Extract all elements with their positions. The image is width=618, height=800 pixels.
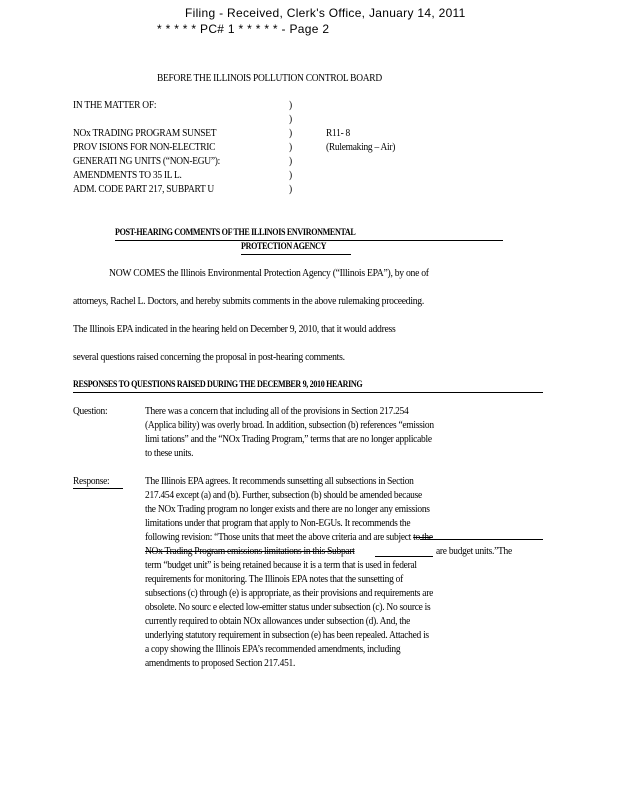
question-line: There was a concern that including all of the provisions in Section 217.254	[145, 406, 409, 417]
response-line: limitations under that program that apply to Non-EGUs. It recommends the	[145, 518, 411, 529]
response-line: requirements for monitoring. The Illinois EPA notes that the sunsetting of	[145, 574, 403, 585]
response-line: the NOx Trading program no longer exists and there are no longer any emissions	[145, 504, 430, 515]
revision-struck-text: to the	[413, 532, 433, 543]
caption-paren: )	[289, 170, 292, 181]
response-line: subsections (c) through (e) is appropriate, as their provisions and requirements are	[145, 588, 434, 599]
caption-paren: )	[289, 184, 292, 195]
response-line: currently required to obtain NOx allowances under subsection (d). And, the	[145, 616, 411, 627]
question-line: limi tations” and the “NOx Trading Program,” terms that are no longer applicable	[145, 434, 432, 445]
response-line: a copy showing the Illinois EPA’s recommended amendments, including	[145, 644, 401, 655]
question-line: (Applica bility) was overly broad. In addition, subsection (b) references “emission	[145, 420, 434, 431]
caption-line: PROV ISIONS FOR NON-ELECTRIC	[73, 142, 216, 153]
caption-in-the-matter: IN THE MATTER OF:	[73, 100, 157, 111]
board-title: BEFORE THE ILLINOIS POLLUTION CONTROL BOARD	[157, 73, 382, 84]
intro-line: several questions raised concerning the proposal in post-hearing comments.	[73, 352, 345, 363]
responses-underline	[73, 392, 543, 393]
caption-line: ADM. CODE PART 217, SUBPART U	[73, 184, 214, 195]
struck-line: NOx Trading Program emissions limitations in this Subpart	[145, 546, 355, 557]
responses-heading: RESPONSES TO QUESTIONS RAISED DURING THE DECEMBER 9, 2010 HEARING	[73, 380, 363, 390]
struck-blank-rule	[375, 556, 433, 557]
question-line: to these units.	[145, 448, 194, 459]
revision-text: following revision: “Those units that meet the above criteria and are subject	[145, 532, 414, 543]
intro-line: NOW COMES the Illinois Environmental Protection Agency (“Illinois EPA”), by one of	[109, 268, 429, 279]
caption-line: AMENDMENTS TO 35 IL L.	[73, 170, 182, 181]
response-label: Response:	[73, 476, 110, 487]
caption-line: NOx TRADING PROGRAM SUNSET	[73, 128, 217, 139]
title-underline	[241, 254, 351, 255]
response-line: amendments to proposed Section 217.451.	[145, 658, 296, 669]
question-label: Question:	[73, 406, 108, 417]
revision-rule	[420, 539, 543, 540]
comments-title-line1: POST-HEARING COMMENTS OF THE ILLINOIS ENVIRONMENTAL	[115, 228, 356, 238]
response-line: obsolete. No sourc e elected low-emitter status under subsection (c). No source is	[145, 602, 431, 613]
comments-title-line2: PROTECTION AGENCY	[241, 242, 327, 252]
case-type: (Rulemaking – Air)	[326, 142, 396, 153]
filing-stamp-line2: * * * * * PC# 1 * * * * * - Page 2	[157, 22, 330, 36]
title-underline	[115, 240, 503, 241]
caption-paren: )	[289, 156, 292, 167]
intro-line: The Illinois EPA indicated in the hearing held on December 9, 2010, that it would address	[73, 324, 396, 335]
caption-paren: )	[289, 142, 292, 153]
response-line: underlying statutory requirement in subsection (e) has been repealed. Attached is	[145, 630, 429, 641]
revision-line	[145, 532, 433, 543]
caption-paren: )	[289, 100, 292, 111]
caption-paren: )	[289, 114, 292, 125]
filing-stamp-line1: Filing - Received, Clerk's Office, January 14, 2011	[185, 6, 466, 20]
caption-line: GENERATI NG UNITS (“NON-EGU”):	[73, 156, 221, 167]
response-line: The Illinois EPA agrees. It recommends sunsetting all subsections in Section	[145, 476, 414, 487]
response-label-underline	[73, 488, 123, 489]
response-line: 217.454 except (a) and (b). Further, subsection (b) should be amended because	[145, 490, 422, 501]
intro-line: attorneys, Rachel L. Doctors, and hereby submits comments in the above rulemaking proceeding.	[73, 296, 424, 307]
response-line: term “budget unit” is being retained because it is a term that is used in federal	[145, 560, 417, 571]
caption-paren: )	[289, 128, 292, 139]
case-number: R11- 8	[326, 128, 351, 139]
after-struck-text: are budget units.”The	[436, 546, 512, 557]
